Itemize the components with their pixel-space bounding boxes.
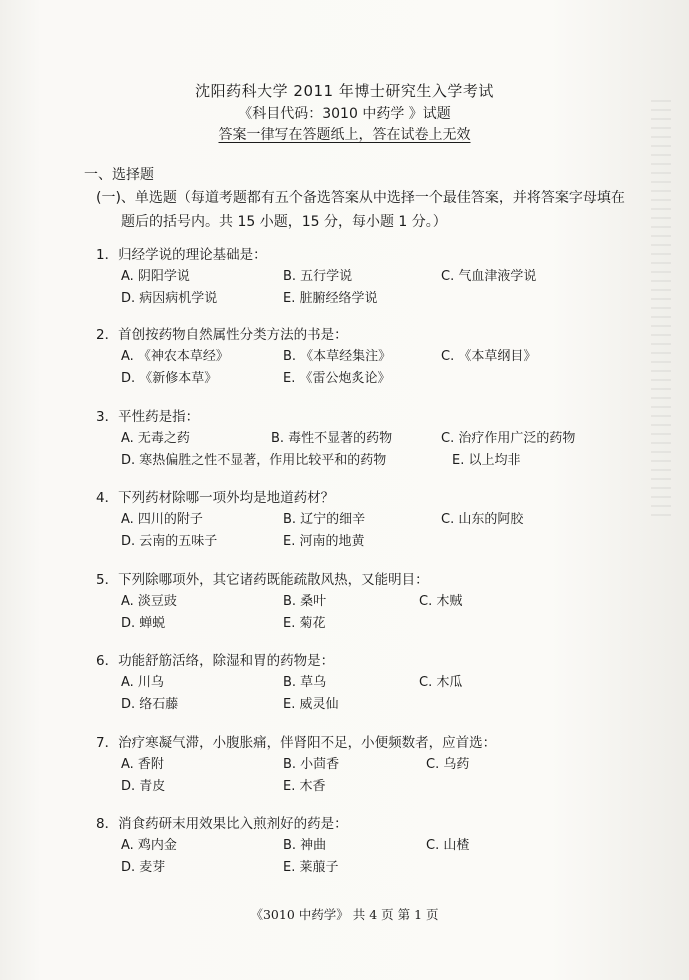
exam-title: 沈阳药科大学 2011 年博士研究生入学考试 <box>195 82 494 100</box>
option-d: D. 络石藤 <box>121 697 179 712</box>
option-c: C. 乌药 <box>426 757 470 772</box>
option-b: B. 草乌 <box>283 675 327 690</box>
option-c: C. 《本草纲目》 <box>441 349 537 364</box>
instruction-line-2: 题后的括号内。共 15 小题，15 分，每小题 1 分。） <box>121 214 447 230</box>
option-d: D. 寒热偏胜之性不显著，作用比较平和的药物 <box>121 453 387 468</box>
option-c: C. 山东的阿胶 <box>441 512 524 527</box>
question-stem: 3．平性药是指： <box>96 409 200 425</box>
option-a: A. 四川的附子 <box>121 512 203 527</box>
option-e: E. 《雷公炮炙论》 <box>283 371 391 386</box>
question-stem: 6．功能舒筋活络，除湿和胃的药物是： <box>96 653 335 669</box>
option-a: A. 香附 <box>121 757 164 772</box>
question-stem: 4．下列药材除哪一项外均是地道药材？ <box>96 490 335 506</box>
option-e: E. 河南的地黄 <box>283 534 365 549</box>
option-a: A. 阴阳学说 <box>121 269 190 284</box>
option-b: B. 毒性不显著的药物 <box>271 431 393 446</box>
option-c: C. 木贼 <box>419 594 463 609</box>
option-d: D. 云南的五味子 <box>121 534 218 549</box>
option-a: A. 川乌 <box>121 675 164 690</box>
option-d: D. 青皮 <box>121 779 166 794</box>
subject-line: 《科目代码：3010 中药学 》试题 <box>238 106 451 122</box>
option-d: D. 蝉蜕 <box>121 616 166 631</box>
question-stem: 8．消食药研末用效果比入煎剂好的药是： <box>96 816 348 832</box>
option-b: B. 辽宁的细辛 <box>283 512 366 527</box>
question-stem: 7．治疗寒凝气滞，小腹胀痛，伴肾阳不足，小便频数者，应首选： <box>96 735 497 751</box>
instruction-line-1: (一)、单选题（每道考题都有五个备选答案从中选择一个最佳答案，并将答案字母填在 <box>96 190 625 206</box>
question-stem: 5．下列除哪项外，其它诸药既能疏散风热，又能明目： <box>96 572 429 588</box>
option-b: B. 小茴香 <box>283 757 340 772</box>
option-c: C. 山楂 <box>426 838 470 853</box>
option-a: A. 无毒之药 <box>121 431 190 446</box>
option-b: B. 《本草经集注》 <box>283 349 392 364</box>
option-d: D. 病因病机学说 <box>121 291 218 306</box>
option-a: A. 《神农本草经》 <box>121 349 229 364</box>
section-title: 一、选择题 <box>84 167 154 183</box>
option-a: A. 淡豆豉 <box>121 594 177 609</box>
option-e: E. 菊花 <box>283 616 326 631</box>
option-b: B. 桑叶 <box>283 594 327 609</box>
option-e: E. 威灵仙 <box>283 697 339 712</box>
scan-edge-noise <box>651 100 671 520</box>
section-instruction <box>96 186 636 234</box>
option-b: B. 神曲 <box>283 838 327 853</box>
option-d: D. 《新修本草》 <box>121 371 218 386</box>
option-e: E. 以上均非 <box>452 453 521 468</box>
answer-notice: 答案一律写在答题纸上，答在试卷上无效 <box>218 127 471 143</box>
option-c: C. 气血津液学说 <box>441 269 537 284</box>
option-a: A. 鸡内金 <box>121 838 177 853</box>
option-c: C. 治疗作用广泛的药物 <box>441 431 576 446</box>
option-b: B. 五行学说 <box>283 269 353 284</box>
option-e: E. 莱菔子 <box>283 860 339 875</box>
page-footer: 《3010 中药学》 共 4 页 第 1 页 <box>250 907 439 922</box>
option-e: E. 木香 <box>283 779 326 794</box>
question-stem: 1．归经学说的理论基础是： <box>96 247 267 263</box>
question-stem: 2．首创按药物自然属性分类方法的书是： <box>96 327 348 343</box>
option-d: D. 麦芽 <box>121 860 166 875</box>
option-c: C. 木瓜 <box>419 675 463 690</box>
option-e: E. 脏腑经络学说 <box>283 291 378 306</box>
